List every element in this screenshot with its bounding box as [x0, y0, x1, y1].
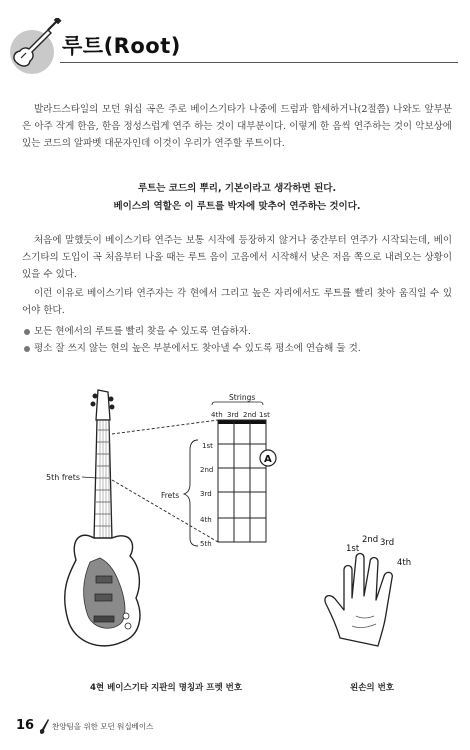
string-name-4th: 4th: [211, 411, 223, 419]
finger-number-2nd: 2nd: [362, 535, 379, 545]
strings-label: Strings: [229, 393, 256, 402]
string-name-1st: 1st: [259, 411, 270, 419]
guitar-caption: 4현 베이스기타 지판의 명칭과 프렛 번호: [90, 683, 243, 693]
paragraph-bass-entry: 처음에 말했듯이 베이스기타 연주는 보통 시작에 등장하지 않거나 중간부터 연주가 시작되는데, 베이스기타의 도입이 곡 처음부터 나올 때는 루트 음이 고음에서 시작해서 낮은 저음 쪽으로 내려오는 상황이 있을 수 있다.: [22, 235, 452, 280]
frets-label: Frets: [161, 491, 180, 500]
fifth-frets-pointer: [82, 477, 97, 478]
bullet-text-2: 평소 잘 쓰지 않는 현의 높은 부분에서도 찾아낼 수 있도록 평소에 연습해 둘 것.: [34, 343, 361, 354]
page-footer: [10, 714, 460, 738]
leader-line-top: [112, 420, 218, 434]
fifth-frets-label: 5th frets: [46, 473, 80, 482]
frets-brace: [184, 440, 198, 546]
bullet-dot-icon: [24, 329, 30, 335]
book-title: 찬양팀을 위한 모던 워십베이스: [52, 722, 154, 731]
paragraph-find-root: 이런 이유로 베이스기타 연주자는 각 현에서 그리고 높은 자리에서도 루트를 빨리 찾아 움직일 수 있어야 한다.: [22, 288, 452, 316]
bass-fretboard-diagram: [40, 380, 440, 670]
left-hand-drawing: [325, 554, 392, 647]
key-note-line-2: 베이스의 역할은 이 루트를 박자에 맞추어 연주하는 것이다.: [113, 201, 361, 212]
small-guitar-icon: [38, 716, 52, 736]
note-a-label: A: [264, 454, 272, 465]
hand-caption: 왼손의 번호: [350, 683, 395, 693]
fret-number-1st: 1st: [202, 442, 213, 450]
finger-number-3rd: 3rd: [380, 538, 395, 548]
paragraph-intro: 발라드스타일의 모던 워십 곡은 주로 베이스기타가 나중에 드럼과 합세하거나(2절쯤) 나와도 앞부분은 아주 작게 한음, 한음 정성스럽게 연주 하는 것이 대부분이다. 이렇게 한 음씩 연주하는 것이 악보상에 있는 코드의 알파벳 대문자인데 이것이 우리가 연주할 루트이다.: [22, 104, 452, 149]
fret-number-3rd: 3rd: [200, 490, 212, 498]
fret-number-2nd: 2nd: [200, 466, 214, 474]
bullet-dot-icon: [24, 346, 30, 352]
fret-number-5th: 5th: [200, 540, 212, 548]
string-name-3rd: 3rd: [227, 411, 239, 419]
header-divider: [60, 62, 458, 63]
finger-number-1st: 1st: [346, 544, 360, 554]
finger-number-4th: 4th: [397, 558, 412, 568]
bass-guitar-drawing: [65, 390, 140, 646]
chapter-header: [0, 0, 470, 80]
string-name-2nd: 2nd: [243, 411, 257, 419]
key-note-line-1: 루트는 코드의 뿌리, 기본이라고 생각하면 된다.: [137, 183, 337, 194]
page-number: 16: [16, 718, 35, 733]
bullet-item-1: [24, 324, 454, 339]
chapter-title: 루트(Root): [62, 34, 181, 58]
fret-number-4th: 4th: [200, 516, 212, 524]
bullet-item-2: [24, 341, 454, 356]
bullet-text-1: 모든 현에서의 루트를 빨리 찾을 수 있도록 연습하자.: [34, 326, 251, 337]
fretboard-grid: [218, 420, 266, 542]
bass-guitar-icon: [8, 18, 64, 74]
